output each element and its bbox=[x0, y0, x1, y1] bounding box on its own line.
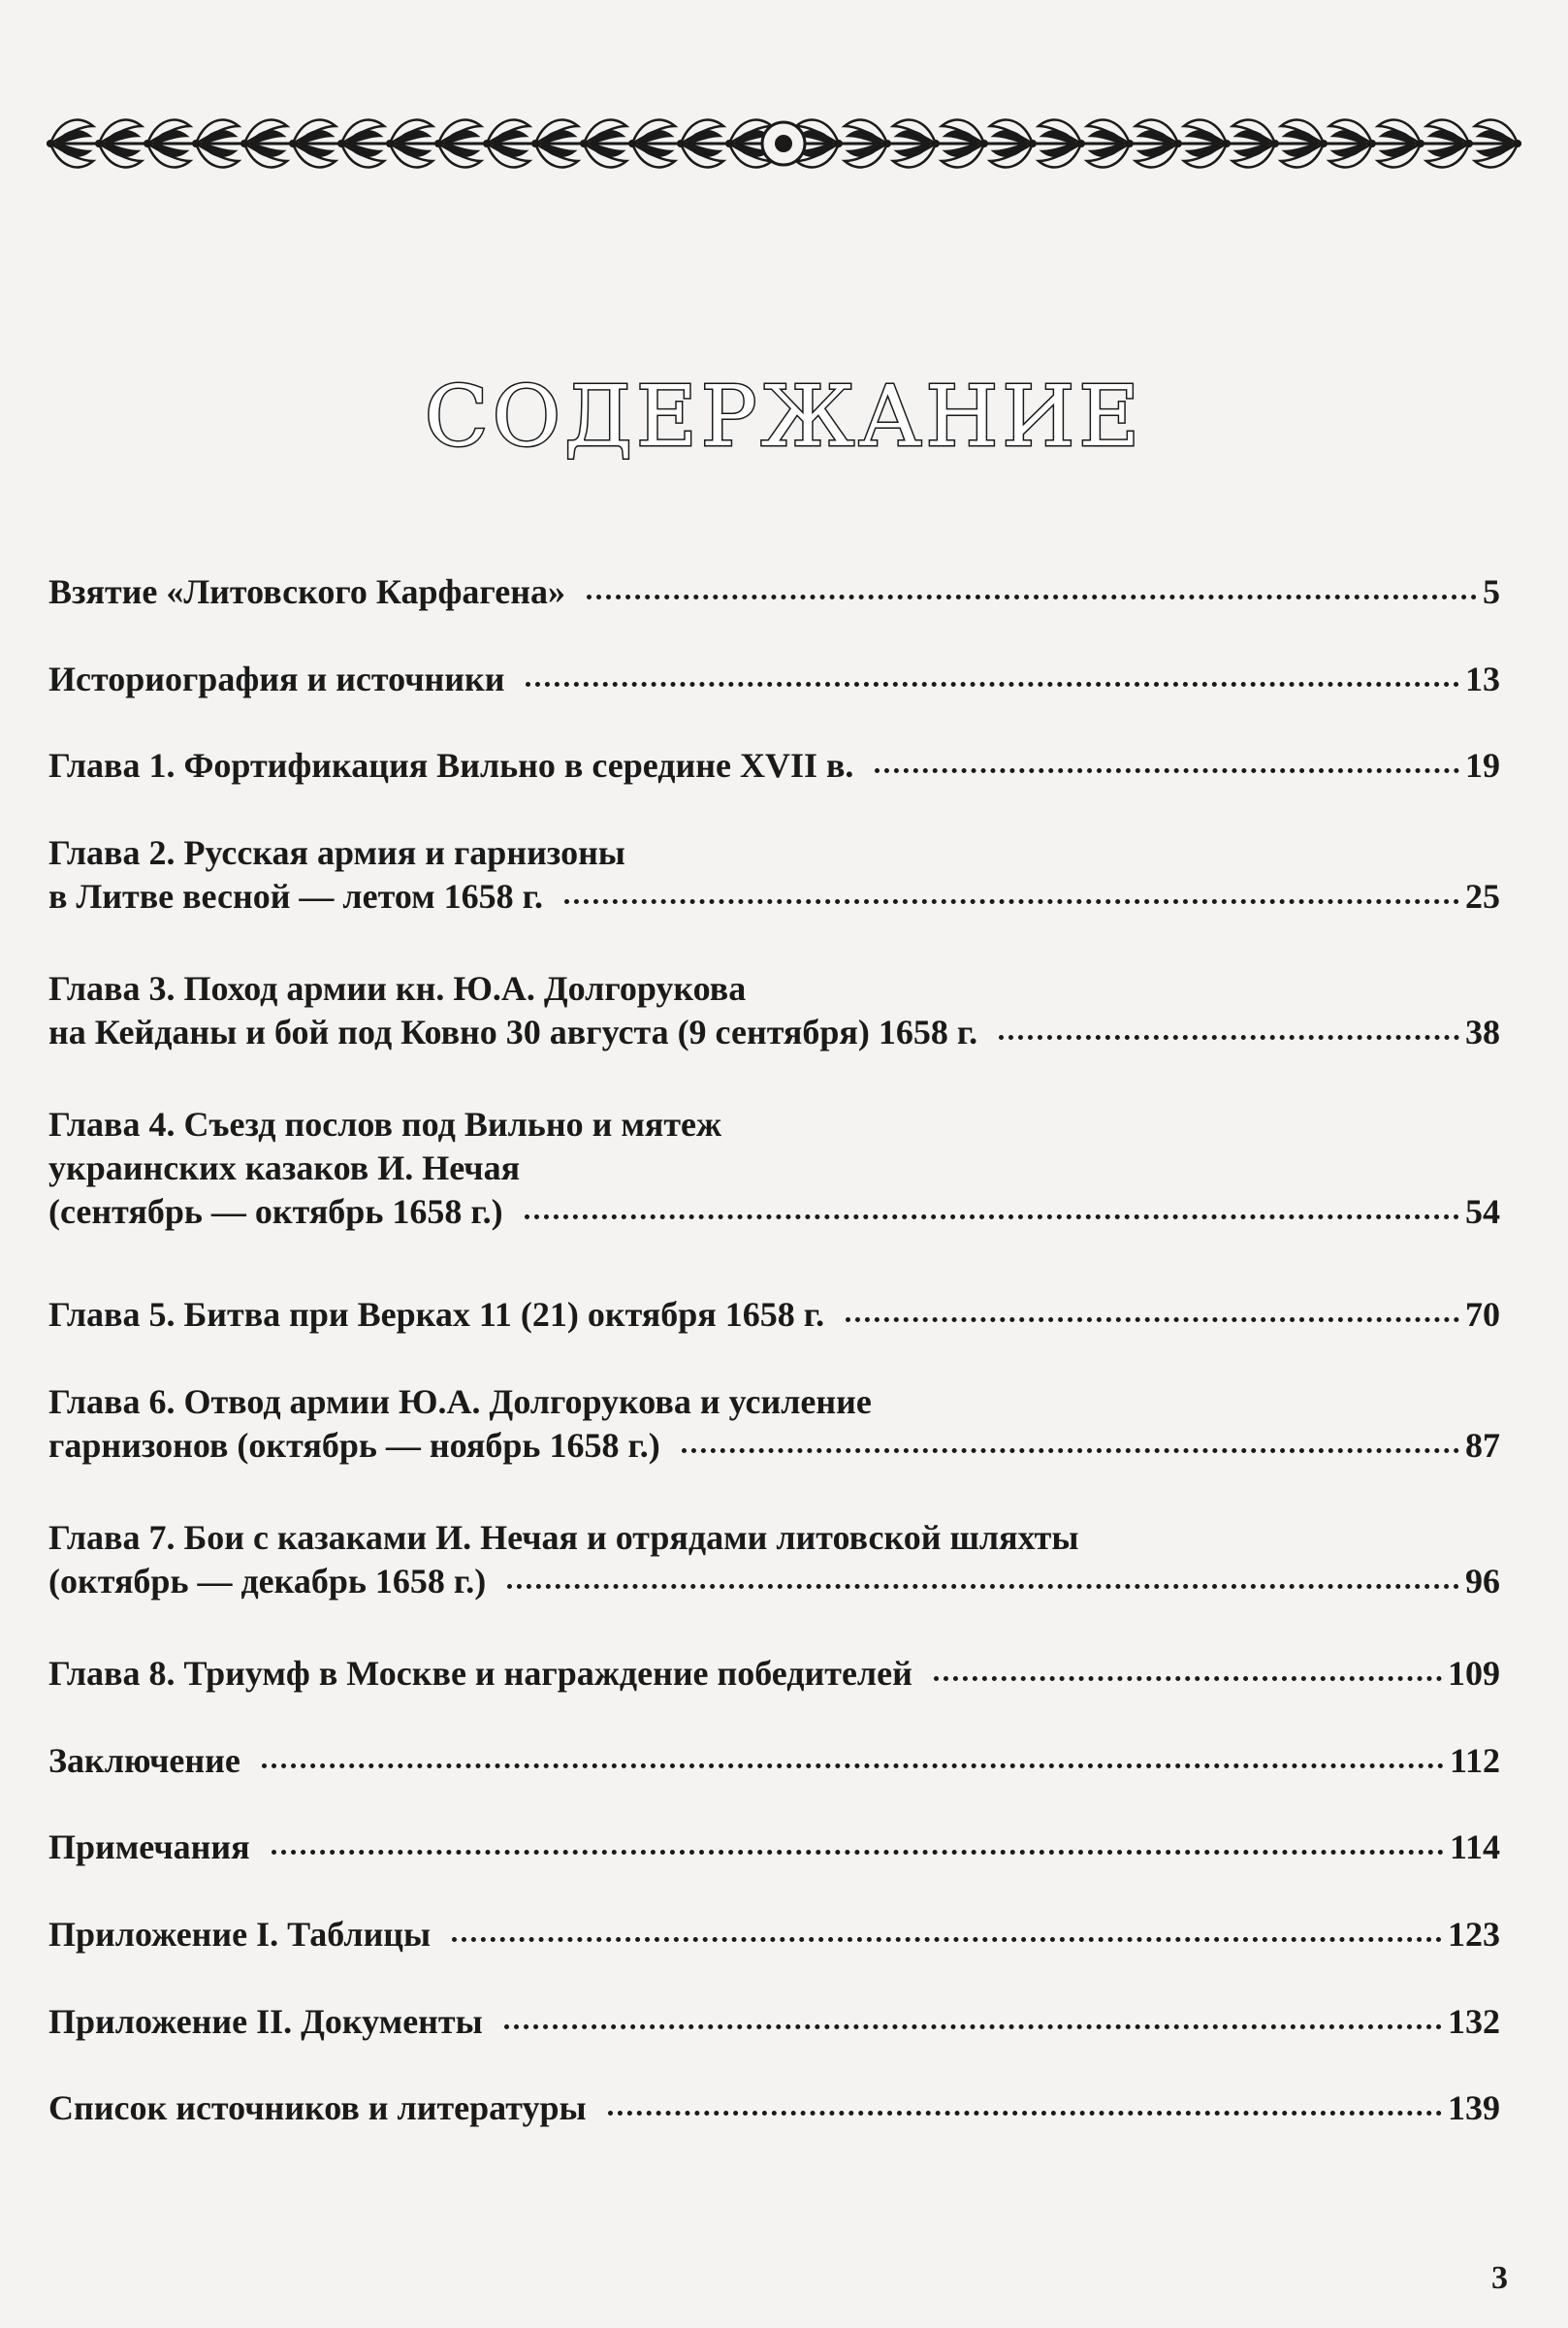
toc-entry[interactable]: Глава 3. Поход армии кн. Ю.А. Долгорукова на Кейданы и бой под Ковно 30 августа (9 сентября) 1658 г. 38 bbox=[48, 967, 1500, 1054]
toc-entry[interactable]: Глава 4. Съезд послов под Вильно и мятеж украинских казаков И. Нечая (сентябрь — октябрь 1658 г.) 54 bbox=[48, 1103, 1500, 1234]
toc-entry[interactable]: Глава 8. Триумф в Москве и награждение победителей 109 bbox=[48, 1652, 1500, 1696]
toc-page-number: 13 bbox=[1465, 660, 1500, 698]
toc-page-number: 87 bbox=[1465, 1426, 1500, 1465]
toc-page-number: 112 bbox=[1449, 1741, 1500, 1780]
toc-page-number: 70 bbox=[1465, 1295, 1500, 1334]
toc-entry[interactable]: Историография и источники 13 bbox=[48, 658, 1500, 701]
toc-entry[interactable]: Глава 7. Бои с казаками И. Нечая и отрядами литовской шляхты (октябрь — декабрь 1658 г.) 96 bbox=[48, 1516, 1500, 1603]
toc-entry[interactable]: Приложение II. Документы 132 bbox=[48, 2000, 1500, 2044]
toc-entry[interactable]: Приложение I. Таблицы 123 bbox=[48, 1913, 1500, 1956]
toc-entry[interactable]: Глава 6. Отвод армии Ю.А. Долгорукова и усиление гарнизонов (октябрь — ноябрь 1658 г.) 87 bbox=[48, 1380, 1500, 1468]
toc-entry[interactable]: Список источников и литературы 139 bbox=[48, 2086, 1500, 2130]
toc-page-number: 123 bbox=[1448, 1915, 1500, 1954]
toc-page-number: 109 bbox=[1448, 1654, 1500, 1693]
toc-page-number: 5 bbox=[1483, 572, 1500, 611]
toc-page-number: 38 bbox=[1465, 1013, 1500, 1051]
toc-page-number: 139 bbox=[1448, 2088, 1500, 2127]
page-number: 3 bbox=[1491, 2260, 1508, 2296]
toc-entry[interactable]: Глава 5. Битва при Верках 11 (21) октября 1658 г. 70 bbox=[48, 1293, 1500, 1337]
toc-entry[interactable]: Взятие «Литовского Карфагена» 5 bbox=[48, 570, 1500, 614]
page-title: СОДЕРЖАНИЕ bbox=[424, 369, 1144, 466]
toc-entry[interactable]: Глава 1. Фортификация Вильно в середине XVII в. 19 bbox=[48, 744, 1500, 788]
toc-page-number: 25 bbox=[1465, 877, 1500, 916]
toc-entry[interactable]: Заключение 112 bbox=[48, 1739, 1500, 1783]
toc-page-number: 54 bbox=[1465, 1192, 1500, 1231]
toc-entry[interactable]: Примечания 114 bbox=[48, 1826, 1500, 1869]
toc-page-number: 114 bbox=[1449, 1827, 1500, 1866]
toc-entry[interactable]: Глава 2. Русская армия и гарнизоны в Литве весной — летом 1658 г. 25 bbox=[48, 831, 1500, 919]
toc-page-number: 96 bbox=[1465, 1562, 1500, 1600]
toc-page-number: 19 bbox=[1465, 746, 1500, 785]
toc-page-number: 132 bbox=[1448, 2002, 1500, 2041]
